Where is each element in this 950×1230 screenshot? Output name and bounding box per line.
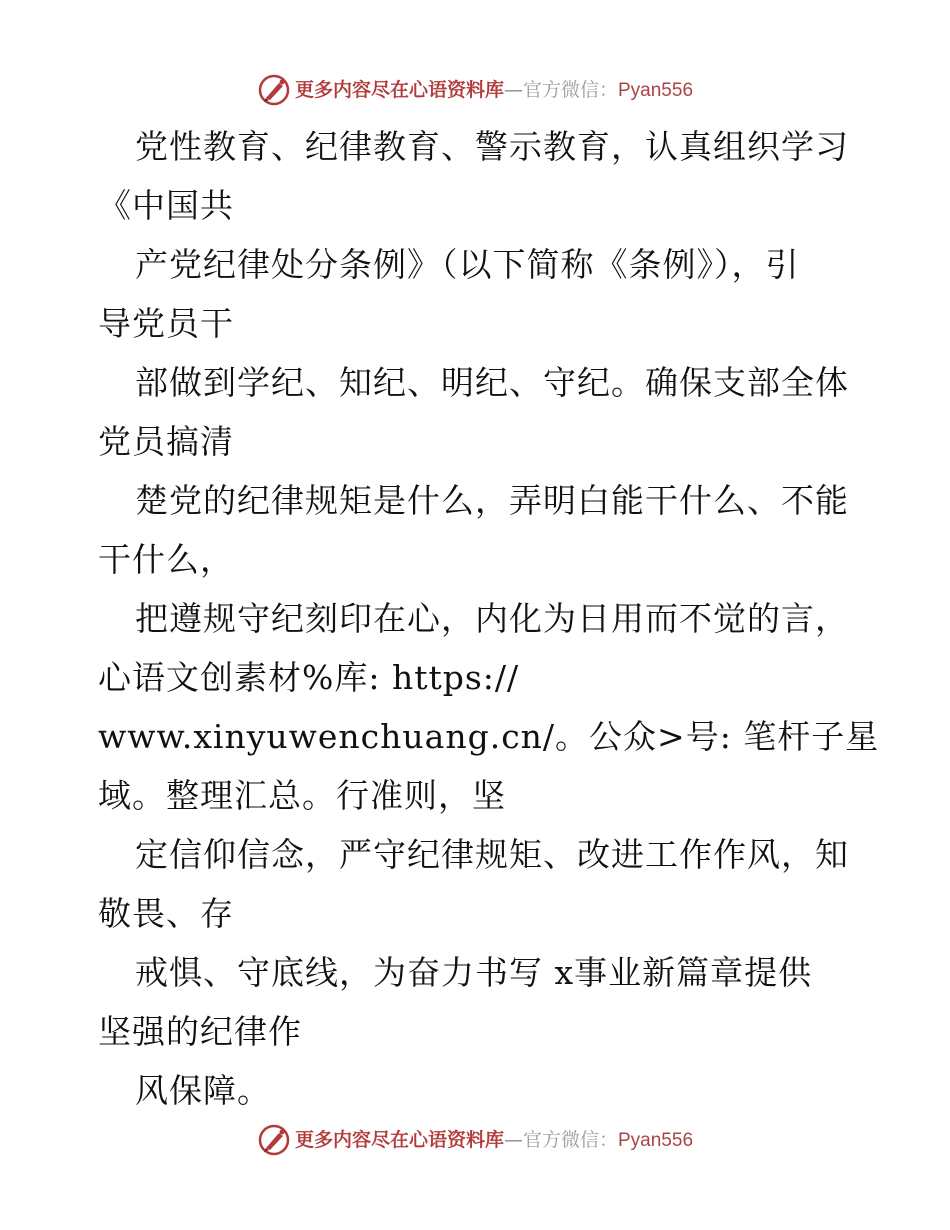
pen-logo-icon	[257, 1123, 291, 1157]
body-line: 《中国共	[98, 186, 234, 225]
body-line: 把遵规守纪刻印在心，内化为日用而不觉的言，	[135, 599, 849, 638]
pen-logo-icon	[257, 73, 291, 107]
body-line: 党性教育、纪律教育、警示教育，认真组织学习	[135, 127, 849, 166]
header-banner-brand: 更多内容尽在心语资料库	[294, 78, 504, 101]
body-line: 产党纪律处分条例》（以下简称《条例》），引	[135, 245, 800, 284]
body-line: 坚强的纪律作	[98, 1012, 302, 1051]
body-line: 定信仰信念，严守纪律规矩、改进工作作风，知	[135, 835, 849, 874]
footer-banner	[0, 1120, 950, 1160]
header-banner	[0, 70, 950, 110]
header-banner-text	[294, 78, 694, 101]
header-banner-separator: —	[503, 78, 523, 101]
document-body	[98, 117, 880, 1120]
body-line: 导党员干	[98, 304, 234, 343]
header-banner-wechat-id: Pyan556	[618, 79, 694, 101]
body-line: 干什么，	[98, 540, 234, 579]
body-line: 域。整理汇总。行准则，坚	[98, 776, 506, 815]
body-line: 风保障。	[135, 1071, 271, 1110]
body-line: www.xinyuwenchuang.cn/。公众>号: 笔杆子星	[98, 717, 880, 756]
footer-banner-text	[294, 1128, 694, 1151]
body-line: 心语文创素材%库: https://	[98, 658, 520, 697]
footer-banner-official: 官方微信：	[522, 1128, 618, 1151]
body-line: 敬畏、存	[98, 894, 234, 933]
body-line: 楚党的纪律规矩是什么，弄明白能干什么、不能	[135, 481, 849, 520]
header-banner-official: 官方微信：	[522, 78, 618, 101]
footer-banner-wechat-id: Pyan556	[618, 1129, 694, 1151]
body-line: 部做到学纪、知纪、明纪、守纪。确保支部全体	[135, 363, 849, 402]
body-line: 党员搞清	[98, 422, 234, 461]
footer-banner-separator: —	[503, 1128, 523, 1151]
footer-banner-brand: 更多内容尽在心语资料库	[294, 1128, 504, 1151]
body-line: 戒惧、守底线，为奋力书写 x事业新篇章提供	[135, 953, 813, 992]
